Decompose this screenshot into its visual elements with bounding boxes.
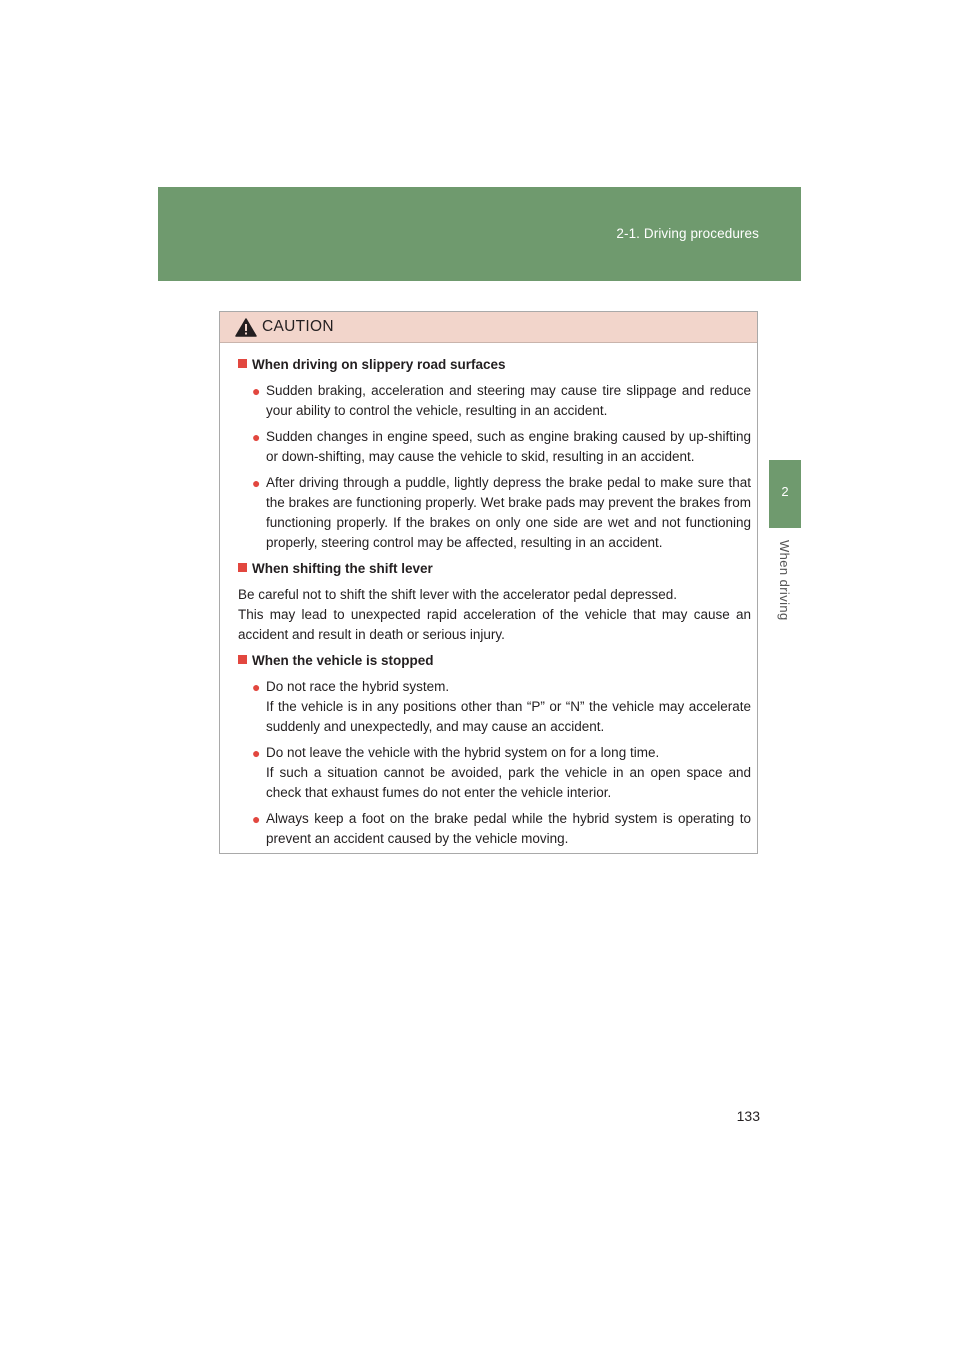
section-paragraph bbox=[238, 585, 751, 645]
square-bullet-icon bbox=[238, 655, 247, 664]
section-heading-text: When driving on slippery road surfaces bbox=[252, 357, 506, 372]
bullet-item bbox=[252, 743, 751, 803]
bullet-text bbox=[266, 743, 751, 803]
bullet-text bbox=[266, 381, 751, 421]
caution-body bbox=[220, 343, 757, 849]
bullet-line: If such a situation cannot be avoided, park the vehicle in an open space and check that exhaust fumes do not enter the vehicle interior. bbox=[266, 765, 751, 800]
round-bullet-icon: ● bbox=[252, 383, 261, 399]
header-band bbox=[158, 187, 801, 281]
page-number: 133 bbox=[736, 1108, 760, 1124]
section-heading bbox=[238, 651, 751, 671]
bullet-item bbox=[252, 677, 751, 737]
caution-title: CAUTION bbox=[262, 318, 334, 335]
warning-triangle-icon bbox=[235, 318, 257, 337]
paragraph-line: Be careful not to shift the shift lever with the accelerator pedal depressed. bbox=[238, 587, 677, 602]
bullet-line: Always keep a foot on the brake pedal while the hybrid system is operating to prevent an accident caused by the vehicle moving. bbox=[266, 811, 751, 846]
section-heading-text: When shifting the shift lever bbox=[252, 561, 433, 576]
chapter-label: When driving bbox=[777, 540, 792, 621]
bullet-item bbox=[252, 473, 751, 553]
section-heading bbox=[238, 355, 751, 375]
bullet-text bbox=[266, 473, 751, 553]
bullet-text bbox=[266, 809, 751, 849]
bullet-item bbox=[252, 381, 751, 421]
chapter-tab bbox=[769, 460, 801, 528]
square-bullet-icon bbox=[238, 563, 247, 572]
bullet-line: Sudden braking, acceleration and steering may cause tire slippage and reduce your ability to control the vehicle, resulting in an accident. bbox=[266, 383, 751, 418]
section-heading-text: When the vehicle is stopped bbox=[252, 653, 434, 668]
caution-header bbox=[220, 312, 757, 343]
bullet-line: Do not race the hybrid system. bbox=[266, 679, 450, 694]
section-title: 2-1. Driving procedures bbox=[616, 226, 759, 241]
bullet-line: Sudden changes in engine speed, such as engine braking caused by up-shifting or down-shifting, may cause the vehicle to skid, resulting in an accident. bbox=[266, 429, 751, 464]
square-bullet-icon bbox=[238, 359, 247, 368]
round-bullet-icon: ● bbox=[252, 811, 261, 827]
bullet-line: If the vehicle is in any positions other than “P” or “N” the vehicle may accelerate suddenly and unexpectedly, and may cause an accident. bbox=[266, 699, 751, 734]
round-bullet-icon: ● bbox=[252, 745, 261, 761]
chapter-number: 2 bbox=[781, 484, 789, 499]
bullet-item bbox=[252, 809, 751, 849]
round-bullet-icon: ● bbox=[252, 679, 261, 695]
bullet-line: After driving through a puddle, lightly depress the brake pedal to make sure that the brakes are functioning properly. Wet brake pads may prevent the brakes from functioning properly. If the brakes on only one side are wet and not functioning properly, steering control may be affected, resulting in an accident. bbox=[266, 475, 751, 550]
caution-box bbox=[219, 311, 758, 854]
bullet-text bbox=[266, 677, 751, 737]
bullet-item bbox=[252, 427, 751, 467]
section-heading bbox=[238, 559, 751, 579]
round-bullet-icon: ● bbox=[252, 429, 261, 445]
round-bullet-icon: ● bbox=[252, 475, 261, 491]
paragraph-line: This may lead to unexpected rapid acceleration of the vehicle that may cause an accident and result in death or serious injury. bbox=[238, 607, 751, 642]
bullet-text bbox=[266, 427, 751, 467]
bullet-line: Do not leave the vehicle with the hybrid system on for a long time. bbox=[266, 745, 660, 760]
